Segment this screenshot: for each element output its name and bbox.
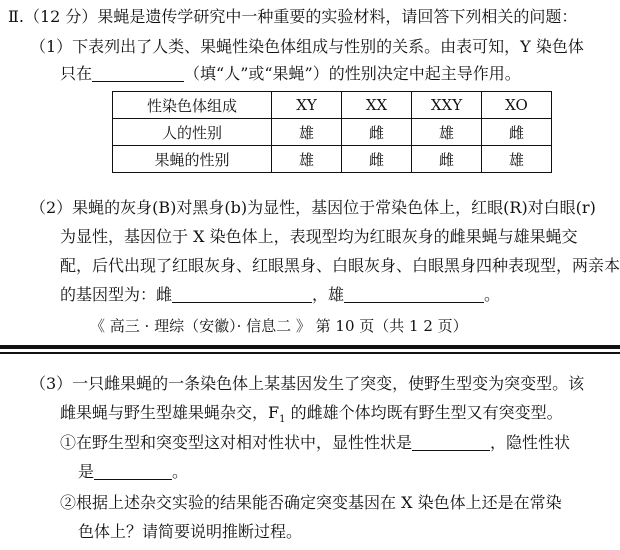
q3-recessive-trait-blank[interactable]: [94, 463, 172, 480]
table-row: [113, 146, 552, 173]
table-cell: 雄: [482, 146, 552, 173]
table-cell: 雌: [342, 146, 412, 173]
q3-item1-period: 。: [172, 462, 189, 481]
q3-text-before: 雌果蝇与野生型雄果蝇杂交，F: [60, 403, 280, 422]
q1-line1: （1）下表列出了人类、果蝇性染色体组成与性别的关系。由表可知，Y 染色体: [30, 37, 584, 56]
q3-line2: [60, 402, 563, 431]
q1-answer-blank[interactable]: [92, 65, 184, 82]
q3-subscript: 1: [279, 414, 286, 426]
table-row-label: 人的性别: [113, 119, 272, 146]
q2-line3: 配，后代出现了红眼灰身、红眼黑身、白眼灰身、白眼黑身四种表现型，两亲本: [60, 256, 620, 275]
q3-item1-line2-text: 是: [78, 462, 95, 481]
table-cell: 雄: [272, 146, 342, 173]
q1-text-before: 只在: [60, 64, 93, 83]
q2-female-genotype-blank[interactable]: [172, 286, 312, 303]
table-cell: 雄: [272, 119, 342, 146]
q2-female-label: 的基因型为：雌: [60, 285, 173, 304]
q1-line2: [60, 63, 521, 85]
q3-text-after: 的雌雄个体均既有野生型又有突变型。: [285, 403, 563, 422]
table-row: [113, 119, 552, 146]
page-separator-bottom: [0, 352, 620, 354]
table-cell: 雄: [412, 119, 482, 146]
part2-heading-text: 果蝇是遗传学研究中一种重要的实验材料，请回答下列相关的问题：: [97, 7, 578, 26]
q3-item1-text: ①在野生型和突变型这对相对性状中，显性性状是: [60, 433, 413, 452]
sex-chromosome-table: [112, 91, 552, 173]
q2-male-genotype-blank[interactable]: [344, 286, 484, 303]
q3-dominant-trait-blank[interactable]: [412, 434, 490, 451]
q3-item1-text-after: ，隐性性状: [490, 433, 571, 452]
page-footer: 《 高三 · 理综（安徽）· 信息二 》 第 10 页（共 1 2 页）: [90, 317, 468, 335]
q3-item1-line1: [60, 432, 570, 454]
table-header-cell: XXY: [412, 92, 482, 119]
q3-item1-line2: [78, 461, 188, 483]
part2-score: （12 分）: [23, 7, 98, 26]
table-header-cell: 性染色体组成: [113, 92, 272, 119]
q2-line1: （2）果蝇的灰身(B)对黑身(b)为显性，基因位于常染色体上，红眼(R)对白眼(r): [30, 198, 596, 217]
q1-text-after: （填“人”或“果蝇”）的性别决定中起主导作用。: [184, 64, 521, 83]
table-header-cell: XO: [482, 92, 552, 119]
table-header-cell: XX: [342, 92, 412, 119]
q2-male-label: ，雄: [312, 285, 345, 304]
page-separator-top: [0, 345, 620, 349]
table-row-label: 果蝇的性别: [113, 146, 272, 173]
table-header-cell: XY: [272, 92, 342, 119]
table-cell: 雌: [482, 119, 552, 146]
part2-heading: [8, 6, 577, 28]
part2-prefix: Ⅱ.: [8, 7, 24, 26]
q2-line4: [60, 284, 500, 306]
q3-item2-line1: ②根据上述杂交实验的结果能否确定突变基因在 X 染色体上还是在常染: [60, 493, 562, 512]
table-cell: 雌: [412, 146, 482, 173]
q3-line1: （3）一只雌果蝇的一条染色体上某基因发生了突变，使野生型变为突变型。该: [30, 374, 585, 393]
q2-line2: 为显性，基因位于 X 染色体上，表现型均为红眼灰身的雌果蝇与雄果蝇交: [60, 227, 578, 246]
q2-period: 。: [484, 285, 501, 304]
table-header-row: [113, 92, 552, 119]
table-cell: 雌: [342, 119, 412, 146]
q3-item2-line2: 色体上？请简要说明推断过程。: [78, 522, 303, 541]
